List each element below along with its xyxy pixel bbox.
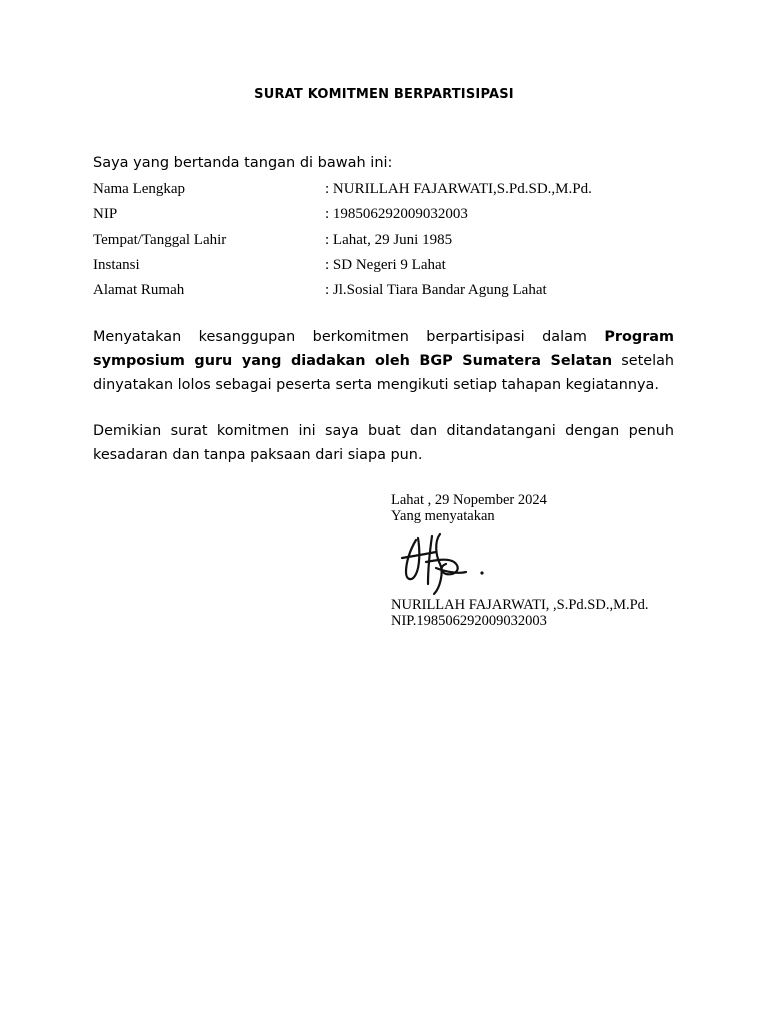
- identity-label: Tempat/Tanggal Lahir: [93, 231, 227, 248]
- signer-details: [391, 597, 649, 629]
- identity-label: NIP: [93, 206, 118, 223]
- signer-role: Yang menyatakan: [391, 508, 495, 524]
- intro-line: Saya yang bertanda tangan di bawah ini:: [93, 155, 393, 171]
- place-date: Lahat , 29 Nopember 2024: [391, 492, 547, 508]
- identity-value: : Lahat, 29 Juni 1985: [325, 231, 453, 248]
- identity-value: : Jl.Sosial Tiara Bandar Agung Lahat: [325, 282, 547, 299]
- statement-paragraph: [93, 325, 674, 397]
- statement-prefix: Menyatakan kesanggupan berkomitmen berpartisipasi dalam: [93, 329, 605, 345]
- identity-value: : 198506292009032003: [325, 206, 468, 223]
- letter-title: SURAT KOMITMEN BERPARTISIPASI: [254, 87, 514, 102]
- identity-label: Alamat Rumah: [93, 282, 185, 299]
- program-name: Program symposium guru yang diadakan oleh BGP Sumatera Selatan: [93, 329, 674, 369]
- signature-header: [391, 492, 547, 524]
- statement-suffix: setelah dinyatakan lolos sebagai peserta serta mengikuti setiap tahapan kegiatannya.: [93, 353, 675, 393]
- identity-label: Instansi: [93, 256, 140, 273]
- identity-label: Nama Lengkap: [93, 181, 186, 197]
- handwritten-signature: [396, 528, 496, 598]
- closing-paragraph: Demikian surat komitmen ini saya buat dan ditandatangani dengan penuh kesadaran dan tanpa paksaan dari siapa pun.: [93, 423, 674, 463]
- signer-name: NURILLAH FAJARWATI, ,S.Pd.SD.,M.Pd.: [391, 597, 649, 613]
- identity-value: : SD Negeri 9 Lahat: [325, 256, 446, 273]
- signer-nip: NIP.198506292009032003: [391, 613, 547, 629]
- identity-value: : NURILLAH FAJARWATI,S.Pd.SD.,M.Pd.: [325, 181, 592, 197]
